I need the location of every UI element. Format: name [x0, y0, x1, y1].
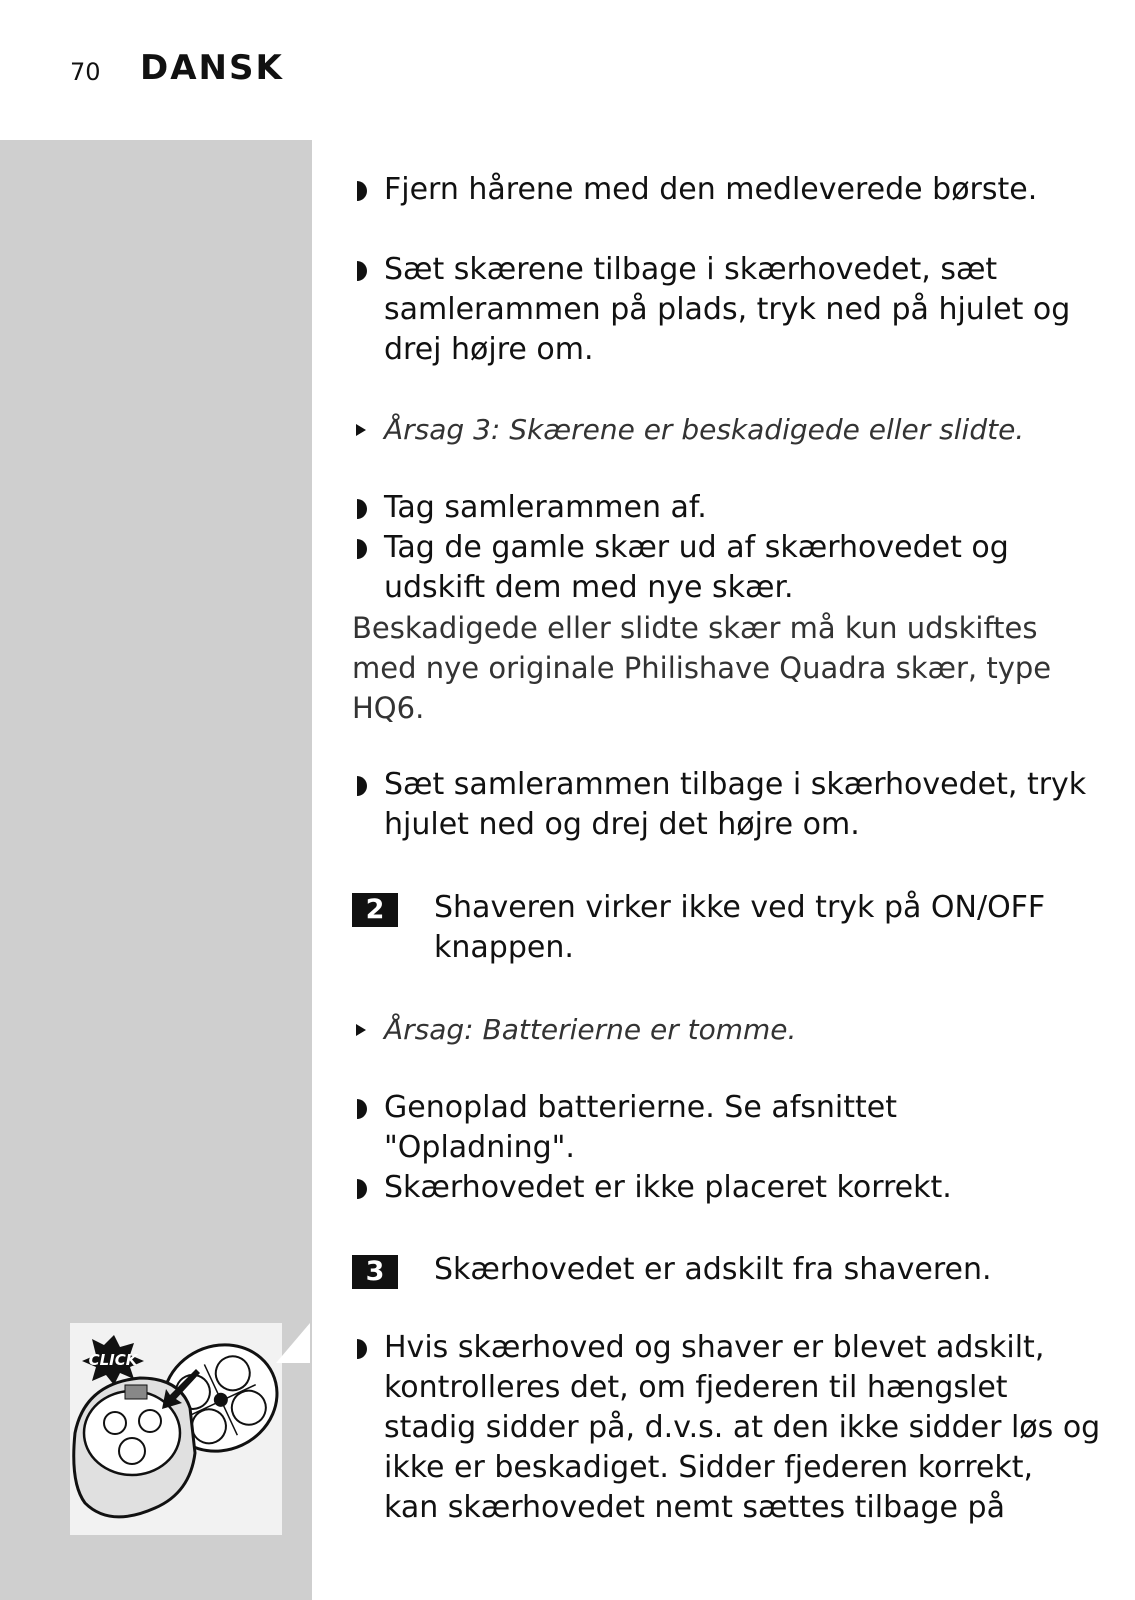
instruction-text: Sæt skærene tilbage i skærhovedet, sæt [384, 252, 998, 287]
instruction-text: hjulet ned og drej det højre om. [384, 807, 860, 842]
instruction-text: stadig sidder på, d.v.s. at den ikke sidder løs og [384, 1410, 1101, 1445]
problem-text: Skærhovedet er adskilt fra shaveren. [434, 1252, 992, 1287]
instruction-text: udskift dem med nye skær. [384, 570, 794, 605]
note-text: Beskadigede eller slidte skær må kun udskiftes [352, 611, 1038, 645]
bullet-icon [352, 1168, 372, 1208]
instruction-text: Hvis skærhoved og shaver er blevet adskilt, [384, 1330, 1045, 1365]
instruction-text: Skærhovedet er ikke placeret korrekt. [384, 1170, 952, 1205]
instruction-text: Tag de gamle skær ud af skærhovedet og [384, 530, 1009, 565]
language-title: DANSK [140, 48, 284, 88]
bullet-icon [352, 250, 372, 290]
cause-text: Årsag 3: Skærene er beskadigede eller slidte. [384, 413, 1025, 446]
cause-text: Årsag: Batterierne er tomme. [384, 1013, 797, 1046]
instruction-text: kan skærhovedet nemt sættes tilbage på [384, 1490, 1005, 1525]
bullet-icon [352, 170, 372, 210]
instruction-text: drej højre om. [384, 332, 594, 367]
problem-text: knappen. [434, 930, 574, 965]
problem-number-badge: 2 [352, 893, 398, 927]
arrow-icon [356, 1010, 372, 1050]
click-label: CLICK [88, 1351, 138, 1369]
bullet-icon [352, 1328, 372, 1368]
instruction-text: Fjern hårene med den medleverede børste. [384, 172, 1038, 207]
instruction-text: Tag samlerammen af. [384, 490, 707, 525]
note-text: med nye originale Philishave Quadra skær, type [352, 651, 1052, 685]
instruction-text: Sæt samlerammen tilbage i skærhovedet, tryk [384, 767, 1087, 802]
note-text: HQ6. [352, 691, 425, 725]
shaver-illustration [70, 1323, 282, 1535]
instruction-text: Genoplad batterierne. Se afsnittet [384, 1090, 898, 1125]
bullet-icon [352, 528, 372, 568]
instruction-text: "Opladning". [384, 1130, 575, 1165]
bullet-icon [352, 765, 372, 805]
problem-number-badge: 3 [352, 1255, 398, 1289]
bullet-icon [352, 1088, 372, 1128]
instruction-text: ikke er beskadiget. Sidder fjederen korrekt, [384, 1450, 1033, 1485]
arrow-icon [356, 410, 372, 450]
instruction-text: kontrolleres det, om fjederen til hængslet [384, 1370, 1008, 1405]
instruction-text: samlerammen på plads, tryk ned på hjulet og [384, 292, 1071, 327]
shaver-head-click-icon [70, 1323, 310, 1535]
problem-text: Shaveren virker ikke ved tryk på ON/OFF [434, 890, 1046, 925]
bullet-icon [352, 488, 372, 528]
page-number: 70 [70, 58, 101, 86]
